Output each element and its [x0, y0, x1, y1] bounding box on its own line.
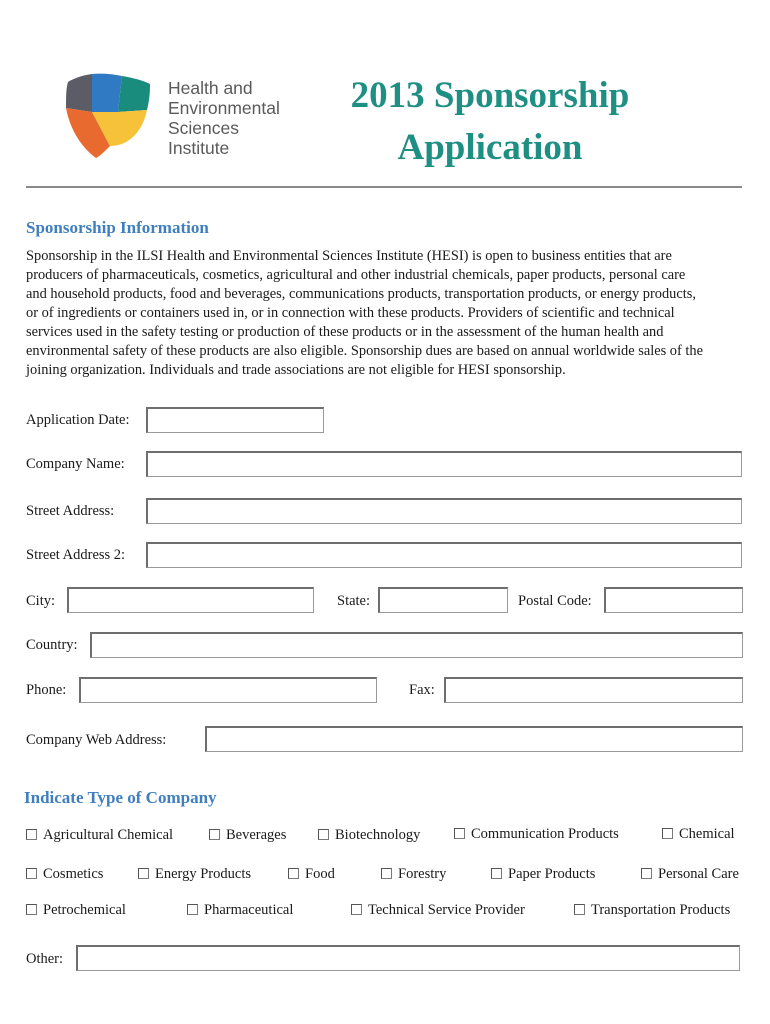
checkbox-label: Communication Products: [471, 826, 619, 842]
sponsorship-info-text: [26, 247, 756, 380]
hesi-logo-icon: [64, 72, 154, 162]
checkbox-box[interactable]: [351, 904, 362, 915]
checkbox-box[interactable]: [288, 868, 299, 879]
checkbox-box[interactable]: [26, 829, 37, 840]
checkbox-label: Paper Products: [508, 866, 596, 882]
checkbox-food[interactable]: [288, 866, 335, 883]
postal-code-field[interactable]: [604, 587, 743, 613]
checkbox-box[interactable]: [209, 829, 220, 840]
checkbox-label: Agricultural Chemical: [43, 827, 174, 843]
checkbox-box[interactable]: [187, 904, 198, 915]
checkbox-box[interactable]: [381, 868, 392, 879]
company-name-field[interactable]: [146, 451, 742, 477]
checkbox-personal-care[interactable]: [641, 866, 739, 883]
checkbox-box[interactable]: [318, 829, 329, 840]
checkbox-box[interactable]: [26, 868, 37, 879]
application-date-label: Application Date:: [26, 412, 130, 428]
country-label: Country:: [26, 637, 78, 653]
checkbox-label: Biotechnology: [335, 827, 421, 843]
title-line-2: Application: [397, 127, 583, 168]
state-label: State:: [337, 593, 371, 609]
info-line: and household products, food and beverages, communications products, transportation products, or energy products,: [26, 286, 696, 302]
web-address-label: Company Web Address:: [26, 732, 167, 748]
org-line-1: Health and: [168, 78, 253, 98]
checkbox-cosmetics[interactable]: [26, 866, 103, 883]
checkbox-technical-service-provider[interactable]: [351, 902, 525, 919]
checkbox-label: Chemical: [679, 826, 735, 842]
fax-field[interactable]: [444, 677, 743, 703]
checkbox-box[interactable]: [26, 904, 37, 915]
street-address-field[interactable]: [146, 498, 742, 524]
checkbox-box[interactable]: [138, 868, 149, 879]
checkbox-energy-products[interactable]: [138, 866, 251, 883]
country-field[interactable]: [90, 632, 743, 658]
info-line: or of ingredients or containers used in, or in connection with these products. Providers of scientific and technical: [26, 305, 675, 321]
org-line-3: Sciences: [168, 118, 240, 138]
phone-field[interactable]: [79, 677, 377, 703]
checkbox-beverages[interactable]: [209, 827, 286, 844]
checkbox-label: Personal Care: [658, 866, 739, 882]
checkbox-box[interactable]: [641, 868, 652, 879]
header-divider: [26, 186, 742, 188]
checkbox-transportation-products[interactable]: [574, 902, 730, 919]
application-date-field[interactable]: [146, 407, 324, 433]
checkbox-communication-products[interactable]: [454, 826, 619, 843]
info-line: services used in the safety testing or production of these products or in the assessment of the human health and: [26, 324, 664, 340]
checkbox-biotechnology[interactable]: [318, 827, 420, 844]
city-label: City:: [26, 593, 56, 609]
fax-label: Fax:: [409, 682, 435, 698]
checkbox-pharmaceutical[interactable]: [187, 902, 293, 919]
page-title: [320, 70, 660, 174]
checkbox-box[interactable]: [491, 868, 502, 879]
postal-code-label: Postal Code:: [518, 593, 592, 609]
checkbox-label: Pharmaceutical: [204, 902, 294, 918]
phone-label: Phone:: [26, 682, 67, 698]
info-line: Sponsorship in the ILSI Health and Environmental Sciences Institute (HESI) is open to business entities that are: [26, 248, 672, 264]
street-address-label: Street Address:: [26, 503, 115, 519]
checkbox-label: Technical Service Provider: [368, 902, 525, 918]
street-address-2-field[interactable]: [146, 542, 742, 568]
checkbox-label: Forestry: [398, 866, 447, 882]
info-line: joining organization. Individuals and trade associations are not eligible for HESI sponsorship.: [26, 362, 566, 378]
info-line: environmental safety of these products are also eligible. Sponsorship dues are based on annual worldwide sales of the: [26, 343, 703, 359]
checkbox-box[interactable]: [574, 904, 585, 915]
title-line-1: 2013 Sponsorship: [350, 75, 630, 116]
other-label: Other:: [26, 951, 64, 967]
checkbox-box[interactable]: [662, 828, 673, 839]
checkbox-label: Transportation Products: [591, 902, 731, 918]
company-name-label: Company Name:: [26, 456, 125, 472]
checkbox-box[interactable]: [454, 828, 465, 839]
sponsorship-info-heading: Sponsorship Information: [26, 218, 209, 237]
checkbox-forestry[interactable]: [381, 866, 446, 883]
checkbox-label: Food: [305, 866, 335, 882]
org-line-4: Institute: [168, 138, 230, 158]
company-type-heading: Indicate Type of Company: [24, 788, 217, 807]
org-name: [168, 78, 280, 158]
other-field[interactable]: [76, 945, 740, 971]
checkbox-label: Cosmetics: [43, 866, 104, 882]
web-address-field[interactable]: [205, 726, 743, 752]
checkbox-label: Petrochemical: [43, 902, 126, 918]
state-field[interactable]: [378, 587, 508, 613]
city-field[interactable]: [67, 587, 314, 613]
info-line: producers of pharmaceuticals, cosmetics, agricultural and other industrial chemicals, paper products, personal care: [26, 267, 686, 283]
checkbox-label: Energy Products: [155, 866, 251, 882]
checkbox-chemical[interactable]: [662, 826, 735, 843]
checkbox-label: Beverages: [226, 827, 287, 843]
street-address-2-label: Street Address 2:: [26, 547, 126, 563]
org-line-2: Environmental: [168, 98, 280, 118]
checkbox-paper-products[interactable]: [491, 866, 595, 883]
checkbox-agricultural-chemical[interactable]: [26, 827, 173, 844]
checkbox-petrochemical[interactable]: [26, 902, 126, 919]
